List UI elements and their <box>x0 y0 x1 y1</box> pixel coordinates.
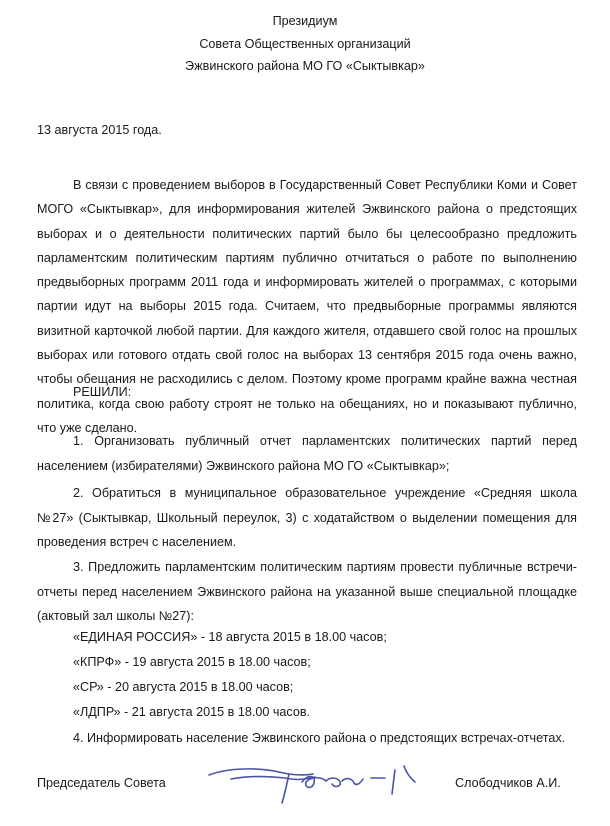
document-date: 13 августа 2015 года. <box>37 123 162 137</box>
intro-paragraph: В связи с проведением выборов в Государственный Совет Республики Коми и Совет МОГО «Сыктывкар», для информирования жителей Эжвинского района о предстоящих выборах и о деятельности политических партий было бы целесообразно предложить парламентским политическим партиям публично отчитаться о работе по выполнению предвыборных программ 2011 года и информировать жителей о программах, с которыми партии идут на выборы 2015 года. Считаем, что предвыборные программы являются визитной карточкой любой партии. Для каждого жителя, отдавшего свой голос на прошлых выборах или готового отдать свой голос на выборах 13 сентября 2015 года очень важно, чтобы обещания не расходились с делом. Поэтому кроме программ крайне важна честная политика, когда свою работу строят не только на обещаниях, но и показывают публично, что уже сделано. <box>37 178 577 435</box>
decision-item-2: 2. Обратиться в муниципальное образовательное учреждение «Средняя школа №27» (Сыктывкар, Школьный переулок, 3) с ходатайством о выделении помещения для проведения встреч с населением. <box>37 486 577 550</box>
schedule-item: «СР» - 20 августа 2015 в 18.00 часов; <box>73 680 294 694</box>
signer-name: Слободчиков А.И. <box>455 776 561 790</box>
header-district: Эжвинского района МО ГО «Сыктывкар» <box>185 59 425 73</box>
signer-title: Председатель Совета <box>37 776 166 790</box>
decision-item-4: 4. Информировать население Эжвинского района о предстоящих встречах-отчетах. <box>73 731 566 745</box>
schedule-item: «ЛДПР» - 21 августа 2015 в 18.00 часов. <box>73 705 311 719</box>
header-presidium: Президиум <box>272 14 338 28</box>
handwritten-signature <box>205 755 425 805</box>
header-council: Совета Общественных организаций <box>199 36 411 51</box>
decision-label: РЕШИЛИ: <box>73 385 132 399</box>
schedule-item: «КПРФ» - 19 августа 2015 в 18.00 часов; <box>73 655 311 669</box>
schedule-item: «ЕДИНАЯ РОССИЯ» - 18 августа 2015 в 18.00 часов; <box>73 630 387 644</box>
decision-item-3: 3. Предложить парламентским политическим партиям провести публичные встречи-отчеты перед населением Эжвинского района на указанной выше специальной площадке (актовый зал школы №27): <box>37 560 577 624</box>
decision-item-1: 1. Организовать публичный отчет парламентских политических партий перед населением (избирателями) Эжвинского района МО ГО «Сыктывкар»; <box>37 434 577 473</box>
document-header <box>0 10 610 78</box>
